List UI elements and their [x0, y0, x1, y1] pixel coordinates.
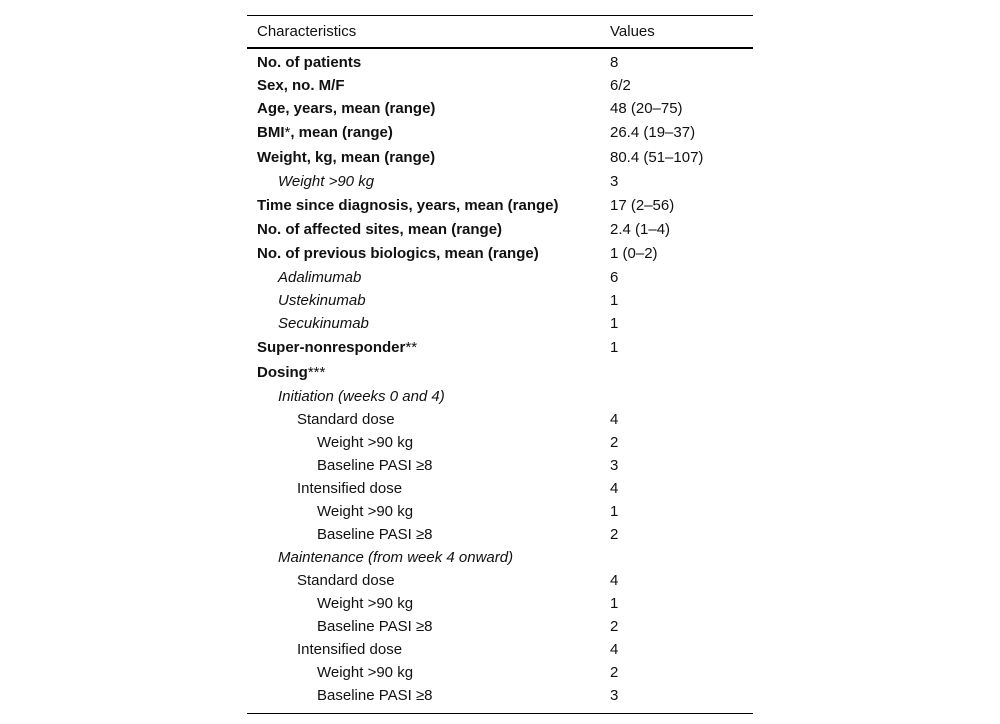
row-value: 4: [610, 572, 619, 589]
row-label: No. of previous biologics, mean (range): [257, 245, 539, 262]
table-row: [247, 335, 753, 360]
table-row: [247, 145, 753, 170]
table-row: [247, 170, 753, 193]
row-label: Age, years, mean (range): [257, 100, 436, 117]
table-row: [247, 97, 753, 120]
row-value: 2.4 (1–4): [610, 221, 671, 238]
row-label: Standard dose: [297, 411, 395, 428]
row-label: Weight, kg, mean (range): [257, 149, 436, 166]
row-label: Ustekinumab: [278, 292, 366, 309]
row-value: 26.4 (19–37): [610, 124, 696, 141]
table-row: [247, 289, 753, 312]
row-label: Intensified dose: [297, 641, 403, 658]
row-label-suffix: , mean (range): [290, 124, 393, 141]
table-row: [247, 500, 753, 523]
table-row: [247, 241, 753, 266]
row-label: Baseline PASI ≥8: [317, 687, 433, 704]
row-value: 4: [610, 641, 619, 658]
row-value: 6/2: [610, 77, 631, 94]
row-label: Weight >90 kg: [278, 173, 375, 190]
row-label: Sex, no. M/F: [257, 77, 345, 94]
row-value: 1: [610, 339, 619, 356]
row-label: [247, 339, 610, 356]
table-row: [247, 477, 753, 500]
row-value: 4: [610, 480, 619, 497]
table-row: [247, 523, 753, 546]
footnote-mark: *: [284, 124, 291, 141]
row-label: Weight >90 kg: [317, 595, 414, 612]
row-label: No. of affected sites, mean (range): [257, 221, 503, 238]
table-header-row: [247, 16, 753, 47]
row-label: No. of patients: [257, 54, 362, 71]
row-value: 2: [610, 618, 619, 635]
row-value: 48 (20–75): [610, 100, 683, 117]
row-value: 1: [610, 503, 619, 520]
row-label: Weight >90 kg: [317, 664, 414, 681]
row-value: 2: [610, 526, 619, 543]
row-value: 8: [610, 54, 619, 71]
row-label: Secukinumab: [278, 315, 369, 332]
footnote-mark: ***: [307, 364, 326, 381]
row-label: Baseline PASI ≥8: [317, 526, 433, 543]
table-row: [247, 360, 753, 385]
row-label: Intensified dose: [297, 480, 403, 497]
row-value: 3: [610, 173, 619, 190]
table-row: [247, 385, 753, 408]
table-row: [247, 193, 753, 218]
table-row: [247, 431, 753, 454]
table-row: [247, 684, 753, 707]
row-value: 2: [610, 434, 619, 451]
table-row: [247, 569, 753, 592]
table-row: [247, 120, 753, 145]
row-value: 3: [610, 457, 619, 474]
row-value: 3: [610, 687, 619, 704]
row-label: Weight >90 kg: [317, 503, 414, 520]
row-label-text: Super-nonresponder: [257, 339, 406, 356]
table-row: [247, 218, 753, 241]
table-row: [247, 266, 753, 289]
row-value: 6: [610, 269, 619, 286]
table-row: [247, 546, 753, 569]
row-label-text: Dosing: [257, 364, 308, 381]
row-label: Time since diagnosis, years, mean (range): [257, 197, 559, 214]
table-body: [247, 49, 753, 713]
table-row: [247, 661, 753, 684]
row-label: Weight >90 kg: [317, 434, 414, 451]
table-row: [247, 408, 753, 431]
row-label: Baseline PASI ≥8: [317, 457, 433, 474]
row-value: 4: [610, 411, 619, 428]
table-row: [247, 592, 753, 615]
row-value: 17 (2–56): [610, 197, 675, 214]
row-value: 2: [610, 664, 619, 681]
row-value: 1 (0–2): [610, 245, 658, 262]
table-row: [247, 74, 753, 97]
table-row: [247, 312, 753, 335]
header-characteristics: Characteristics: [257, 23, 357, 40]
row-label: Baseline PASI ≥8: [317, 618, 433, 635]
header-values: Values: [610, 23, 655, 40]
row-value: 1: [610, 595, 619, 612]
table-row: [247, 454, 753, 477]
row-label: Maintenance (from week 4 onward): [278, 549, 514, 566]
footnote-mark: **: [405, 339, 418, 356]
row-label: [247, 364, 610, 381]
table-row: [247, 638, 753, 661]
row-value: 80.4 (51–107): [610, 149, 704, 166]
row-label-text: BMI: [257, 124, 285, 141]
row-label: Standard dose: [297, 572, 395, 589]
characteristics-table: [247, 15, 753, 714]
table-row: [247, 51, 753, 74]
row-label: Adalimumab: [278, 269, 362, 286]
row-value: 1: [610, 292, 619, 309]
table-bottom-rule: [247, 713, 753, 714]
row-label: [247, 124, 610, 141]
row-value: 1: [610, 315, 619, 332]
row-label: Initiation (weeks 0 and 4): [278, 388, 445, 405]
table-row: [247, 615, 753, 638]
